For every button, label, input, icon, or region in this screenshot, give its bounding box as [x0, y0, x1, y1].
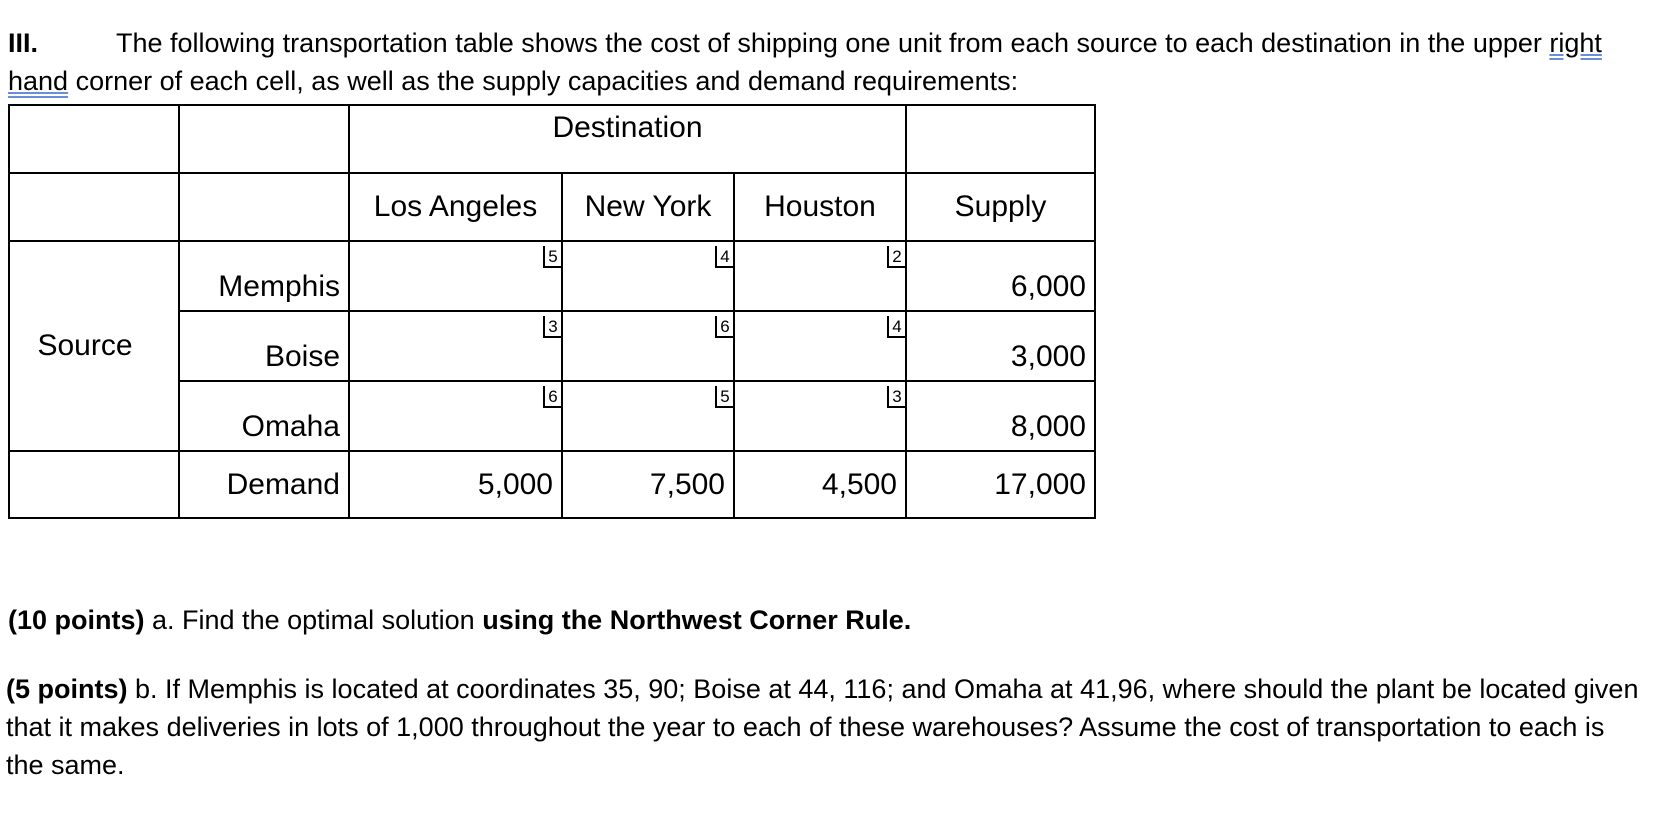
cost-cell — [734, 241, 906, 311]
intro-text-squiggle: right hand — [8, 28, 1602, 96]
cost-cell — [734, 381, 906, 451]
empty-cell — [9, 105, 179, 173]
question-b — [6, 670, 1646, 784]
table-row-demand — [9, 451, 1095, 518]
supply-boise: 3,000 — [906, 311, 1095, 381]
cost-cell — [734, 311, 906, 381]
row-label-boise: Boise — [179, 311, 349, 381]
cost-value: 5 — [715, 386, 733, 408]
question-a-text: a. Find the optimal solution — [144, 605, 483, 635]
table-row-memphis — [9, 241, 1095, 311]
supply-omaha: 8,000 — [906, 381, 1095, 451]
cost-value: 6 — [715, 316, 733, 338]
cost-cell — [349, 311, 562, 381]
cost-cell — [562, 241, 734, 311]
intro-paragraph — [8, 24, 1658, 100]
cost-value: 2 — [887, 246, 905, 268]
question-a-bold-tail: using the Northwest Corner Rule. — [482, 605, 912, 635]
intro-text-after: corner of each cell, as well as the supply capacities and demand requirements: — [68, 66, 1019, 96]
cost-value: 5 — [543, 246, 561, 268]
question-a-points: (10 points) — [8, 605, 145, 635]
row-label-demand: Demand — [179, 451, 349, 518]
table-header-row-destination — [9, 105, 1095, 173]
cost-value: 6 — [543, 386, 561, 408]
question-a — [8, 601, 1648, 639]
intro-text-before: The following transportation table shows the cost of shipping one unit from each source to each destination in the upper — [116, 28, 1550, 58]
empty-cell — [179, 173, 349, 241]
column-header-supply: Supply — [906, 173, 1095, 241]
demand-los-angeles: 5,000 — [349, 451, 562, 518]
column-header-los-angeles: Los Angeles — [349, 173, 562, 241]
question-b-points: (5 points) — [6, 674, 128, 704]
empty-cell — [179, 105, 349, 173]
cost-cell — [349, 241, 562, 311]
cost-cell — [349, 381, 562, 451]
demand-houston: 4,500 — [734, 451, 906, 518]
cost-value: 4 — [715, 246, 733, 268]
empty-cell — [9, 173, 179, 241]
cost-cell — [562, 381, 734, 451]
column-header-new-york: New York — [562, 173, 734, 241]
transportation-table — [8, 104, 1096, 519]
demand-new-york: 7,500 — [562, 451, 734, 518]
row-label-memphis: Memphis — [179, 241, 349, 311]
empty-cell — [9, 451, 179, 518]
source-label: Source — [9, 241, 179, 451]
question-b-text: b. If Memphis is located at coordinates 35, 90; Boise at 44, 116; and Omaha at 41,96, where should the plant be located given that it makes deliveries in lots of 1,000 throughout the year to each of these warehouses? Assume the cost of transportation to each is the same. — [6, 674, 1639, 780]
cost-value: 3 — [543, 316, 561, 338]
cost-cell — [562, 311, 734, 381]
destination-header: Destination — [349, 105, 906, 173]
column-header-houston: Houston — [734, 173, 906, 241]
demand-total: 17,000 — [906, 451, 1095, 518]
supply-memphis: 6,000 — [906, 241, 1095, 311]
empty-cell — [906, 105, 1095, 173]
cost-value: 3 — [887, 386, 905, 408]
cost-value: 4 — [887, 316, 905, 338]
section-number: III. — [8, 28, 39, 58]
table-header-row-columns — [9, 173, 1095, 241]
row-label-omaha: Omaha — [179, 381, 349, 451]
